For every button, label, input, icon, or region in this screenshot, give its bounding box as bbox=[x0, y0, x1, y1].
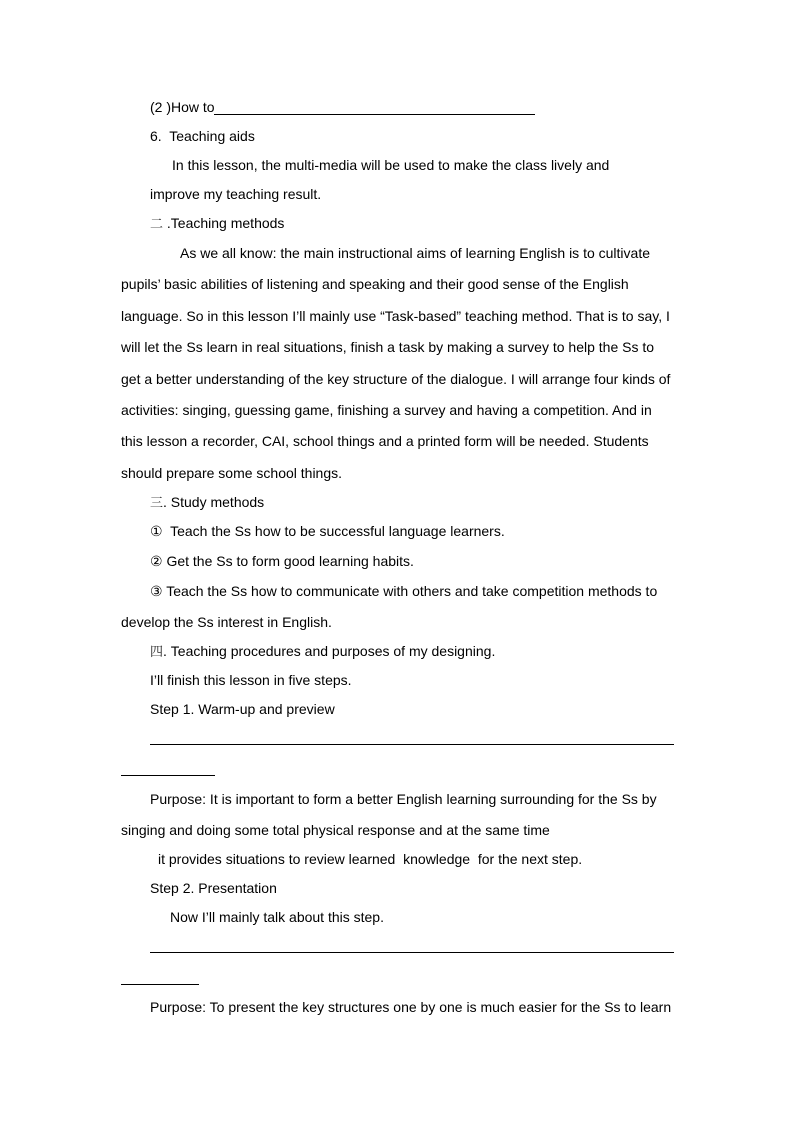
step-heading: Step 1. Warm-up and preview bbox=[150, 701, 335, 717]
paragraph-line: improve my teaching result. bbox=[150, 186, 322, 202]
list-item: ③ Teach the Ss how to communicate with others and take competition methods to bbox=[150, 583, 658, 599]
fill-in-blank bbox=[150, 952, 674, 953]
section-number: 四 bbox=[150, 645, 164, 660]
paragraph-line: activities: singing, guessing game, finishing a survey and having a competition. And in bbox=[121, 402, 652, 418]
list-item: ① Teach the Ss how to be successful language learners. bbox=[150, 523, 505, 539]
paragraph-line: should prepare some school things. bbox=[121, 465, 343, 481]
fill-in-blank bbox=[150, 744, 674, 745]
paragraph-line: Now I’ll mainly talk about this step. bbox=[170, 909, 384, 925]
section-title: .Teaching methods bbox=[163, 215, 285, 231]
paragraph-line: As we all know: the main instructional aims of learning English is to cultivate bbox=[180, 245, 650, 261]
paragraph-line: I’ll finish this lesson in five steps. bbox=[150, 672, 352, 688]
paragraph-line: singing and doing some total physical response and at the same time bbox=[121, 822, 550, 838]
section-title: . Teaching procedures and purposes of my designing. bbox=[163, 643, 496, 659]
paragraph-line: language. So in this lesson I’ll mainly use “Task-based” teaching method. That is to say, I bbox=[121, 308, 670, 324]
how-to-line bbox=[150, 98, 215, 116]
paragraph-line: will let the Ss learn in real situations, finish a task by making a survey to help the Ss to bbox=[121, 339, 655, 355]
teaching-methods-heading bbox=[150, 214, 284, 234]
study-methods-heading bbox=[150, 493, 264, 513]
paragraph-line: Purpose: It is important to form a better English learning surrounding for the Ss by bbox=[150, 791, 657, 807]
list-item: ② Get the Ss to form good learning habits. bbox=[150, 553, 414, 569]
paragraph-line: get a better understanding of the key structure of the dialogue. I will arrange four kinds of bbox=[121, 371, 671, 387]
how-to-blank bbox=[214, 114, 535, 115]
fill-in-blank bbox=[121, 984, 199, 985]
paragraph-line: Purpose: To present the key structures one by one is much easier for the Ss to learn bbox=[150, 999, 672, 1015]
paragraph-line: this lesson a recorder, CAI, school things and a printed form will be needed. Students bbox=[121, 433, 649, 449]
section-number: 三 bbox=[150, 496, 164, 511]
how-to-label: (2 )How to bbox=[150, 99, 215, 115]
paragraph-line: it provides situations to review learned knowledge for the next step. bbox=[158, 851, 583, 867]
section-title: . Study methods bbox=[163, 494, 265, 510]
step-heading: Step 2. Presentation bbox=[150, 880, 277, 896]
list-item-continuation: develop the Ss interest in English. bbox=[121, 614, 332, 630]
paragraph-line: In this lesson, the multi-media will be used to make the class lively and bbox=[172, 157, 610, 173]
paragraph-line: pupils’ basic abilities of listening and speaking and their good sense of the English bbox=[121, 276, 629, 292]
teaching-aids-heading: 6. Teaching aids bbox=[150, 128, 255, 144]
fill-in-blank bbox=[121, 775, 215, 776]
teaching-procedures-heading bbox=[150, 642, 495, 662]
section-number: 二 bbox=[150, 217, 164, 232]
